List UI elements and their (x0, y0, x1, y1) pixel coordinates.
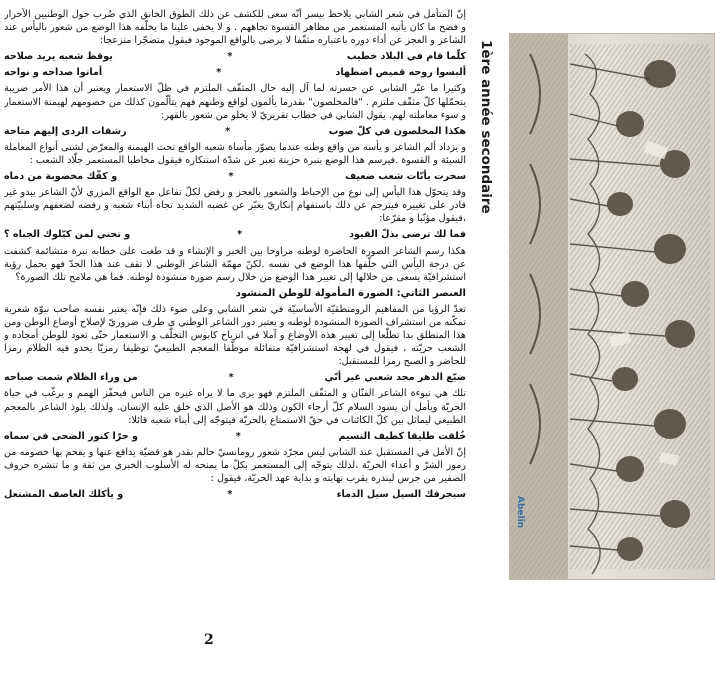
paragraph: تلك هي نبوءة الشاعر الفنّان و المثقّف الملتزم فهو يرى ما لا يراه غيره من الناس فيحفّز الهمم و يرغّب في حياة الحريّة ويأمل أن يسود السلام كلّ أرجاء الكون وذلك هو الأصل الذي خلق عليه الإنسان. ولذلك يلوذ الشاعر بالمعجم الطبيعي ليماثل بين كلّ الكائنات في حقّ الاستمتاع بالحريّة فيتوجّه إلى أبناء شعبه قائلا: (4, 388, 466, 426)
verse-second-hemistich: و تحني لمن كبّلوك الجباه ؟ (4, 229, 131, 241)
verse-separator: * (235, 430, 241, 442)
poem-verse (4, 228, 466, 241)
verse-separator: * (227, 489, 233, 501)
verse-first-hemistich: فما لك ترضى بذلّ القيود (349, 229, 466, 241)
verse-first-hemistich: هكذا المخلصون في كلّ صوب (328, 125, 466, 137)
poem-verse (4, 371, 466, 384)
verse-second-hemistich: من وراء الظلام شمت صباحه (4, 372, 138, 384)
grade-level-text: 1ère année secondaire (478, 40, 494, 214)
poem-verse (4, 50, 466, 63)
paragraph: و يزداد ألم الشاعر و يأسه من واقع وطنه عندما يصوّر مأساة شعبه الواقع تحت الهيمنة والمعرّض لشتى أنواع المعاملة السيئة و القسوة .فيرسم هذا الوضع بنبرة حزينة تعبر عن شدّة استنكاره فيقول مخاطبا المستعمر جلّاد الشعب : (4, 141, 466, 166)
verse-first-hemistich: خُلقت طليقا كطيف النسيم (338, 430, 466, 442)
paragraph: وكثيرا ما عبّر الشابي عن حسرته لما آل إليه حال المثقّف الملتزم في ظلّ الاستعمار ويعتبر أن هذا الأمر ضريبة يتحمّلها كلّ مثقّف ملتزم . "فالمخلصون" بقدرما يألمون لواقع وطنهم فهم يتألّمون كذلك من خصومهم لهيمنة الاستعمار و سوء معاملته لهم. يقول الشابي في خطاب تقريريّ لا يخلو من شعور بالقهر: (4, 83, 466, 121)
grade-level-label (473, 40, 499, 340)
paragraph: تعدّ الرؤيا من المفاهيم الرومنطقيّة الأساسيّة في شعر الشابي وعلى ضوء ذلك فإنّه يعتبر نفسه صاحب نبوّة شعرية تمكّنه من استشراف الصورة المنشودة لوطنه و يعتبر دور الشاعر الوطني ي طرف ضروريّ لإصلاح أوضاع الوطن ومن هذا المنطلق بدا تطلّعا إلى تغيير هذه الأوضاع و آملا في انزياح كابوس التخلّف و الاستعمار حتّى تعود للوطن أمجاده و الشعب حريّته ، فيقول في لهجة استشرافيّة متفائلة موظّفا المعجم الطبيعيّ توظيفا رمزيّا يحدو فيه الظلام رمزا للحاضر و الصبح رمزا للمستقبل: (4, 303, 466, 368)
crowd-engraving-image (509, 33, 715, 580)
publisher-watermark (511, 496, 529, 566)
paragraph: هكذا رسم الشاعر الصورة الحاضرة لوطنه مراوحا بين الخبر و الإنشاء و قد طغت على خطابه نبرة متشائمة كشفت عن درجة اليأس التي خلّفها هذا الوضع في نفسه .لكنّ مهمّة الشاعر الوطني لا تقف عند هذا الحدّ فهو يحمل رؤية استشرافيّة يسعى من خلالها إلى تغيير هذا الوضع من خلال رسم صورة منشودة لوطنه. فما هي ملامح تلك الصورة؟ (4, 245, 466, 283)
verse-first-hemistich: كلّما قام في البلاد خطيب (346, 51, 466, 63)
verse-first-hemistich: سخرت بأنّات شعب ضعيف (344, 171, 466, 183)
poem-verse (4, 488, 466, 501)
verse-separator: * (225, 125, 231, 137)
verse-first-hemistich: ضيّع الدهر مجد شعبي غير أنّي (324, 372, 466, 384)
poem-verse (4, 125, 466, 138)
verse-separator: * (228, 171, 234, 183)
verse-second-hemistich: يوقظ شعبه يريد صلاحه (4, 51, 113, 63)
page-number: 2 (204, 632, 214, 648)
paragraph: إنّ الأمل في المستقبل عند الشابي ليس مجرّد شعور رومانسيّ حالم بقدر هو قضيّة يدافع عنها و يقحم بها خصومه من رموز الشرّ و أعداء الحريّة ،لذلك يتوجّه إلى المستعمر بكلّ ما يمنحه له الأسلوب الخبري من ثقة و ما تنشره حروف الصفير من جرس لينذره بقرب نهايته و بداية عهد الحريّة، فيقول : (4, 446, 466, 484)
verse-second-hemistich: و كفّك مخضوبة من دماه (4, 171, 118, 183)
arabic-text-column (4, 8, 466, 630)
paragraph: وقد يتحوّل هذا اليأس إلى نوع من الإحباط والشعور بالعجز و رفض لكلّ تفاعل مع الواقع المزري لأنّ الشاعر يبدو غير قادر على تغييره فيترجم عن ذلك باستفهام إنكاريّ يعبّر عن غضبه الشديد تجاه أبناء شعبه و رفضه لضعفهم وسلبيّتهم ،فيقول مؤنّبا و مقرّعا: (4, 187, 466, 225)
verse-first-hemistich: ألبسوا روحه قميص اضطهاد (335, 67, 466, 79)
publisher-watermark-text: Abelin (515, 496, 525, 529)
poem-verse (4, 430, 466, 443)
verse-separator: * (228, 372, 234, 384)
verse-separator: * (216, 67, 222, 79)
paragraph: إنّ المتأمل في شعر الشابي يلاحظ بيسر أنّه سعى للكشف عن ذلك الطوق الخانق الذي ضُرب حول الوطنيين الأحرار و فضح ما كان يأتيه المستعمر من مظاهر القسوة تجاههم . و لا يخفى علينا ما يخلّفه هذا الوضع من شعور باليأس عند الشاعر و العجز عن أداء دوره باعتباره مثقّفا لا يرضى بالواقع الموجود فيقول متضجّرا منزعجا: (4, 9, 466, 47)
verse-separator: * (227, 51, 233, 63)
engraving-illustration (510, 34, 714, 579)
verse-second-hemistich: رشقات الردى إليهم متاحة (4, 125, 127, 137)
poem-verse (4, 170, 466, 183)
verse-second-hemistich: أماتوا صداحه و نواحه (4, 67, 103, 79)
verse-second-hemistich: و يأكلك العاصف المشتعل (4, 489, 124, 501)
poem-verse (4, 66, 466, 79)
section-heading: العنصر الثاني: الصورة المأمولة للوطن المنشود (235, 287, 466, 299)
verse-first-hemistich: سيجرفك السيل سيل الدماء (336, 489, 466, 501)
verse-separator: * (237, 229, 243, 241)
verse-second-hemistich: و حرّا كنور الضحى في سماه (4, 430, 138, 442)
